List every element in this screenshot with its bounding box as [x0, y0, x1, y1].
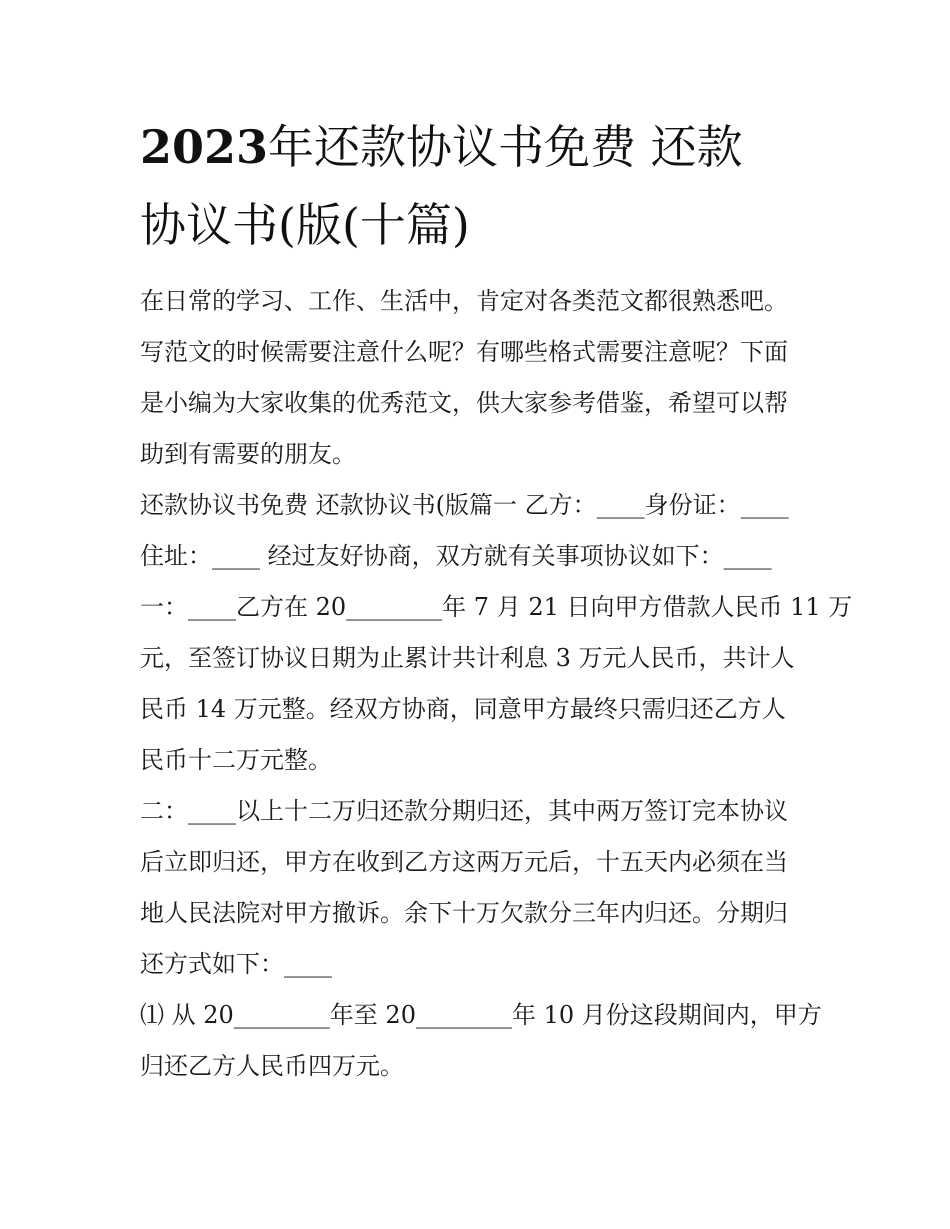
agreement-line: 住址：____ 经过友好协商，双方就有关事项协议如下：____ [140, 542, 772, 570]
title-line-2: 协议书(版(十篇) [140, 198, 470, 252]
clause-two-line: 二：____以上十二万归还款分期归还，其中两万签订完本协议 [140, 797, 788, 825]
document-body [140, 276, 853, 1092]
title-line-1 [140, 108, 820, 186]
installment-line: ⑴ 从 20________年至 20________年 10 月份这段期间内，甲方 [140, 1001, 822, 1029]
clause-one-line: 一：____乙方在 20________年 7 月 21 日向甲方借款人民币 11 万 [140, 593, 853, 621]
intro-line: 是小编为大家收集的优秀范文，供大家参考借鉴，希望可以帮 [140, 389, 788, 417]
clause-one-line: 民币 14 万元整。经双方协商，同意甲方最终只需归还乙方人 [140, 695, 786, 723]
clause-two-line: 还方式如下：____ [140, 950, 332, 978]
clause-two-line: 地人民法院对甲方撤诉。余下十万欠款分三年内归还。分期归 [140, 899, 788, 927]
title-year: 2023 [140, 120, 269, 174]
installment-line: 归还乙方人民币四万元。 [140, 1052, 404, 1080]
intro-line: 写范文的时候需要注意什么呢？有哪些格式需要注意呢？下面 [140, 338, 788, 366]
document-title [140, 108, 820, 264]
intro-line: 助到有需要的朋友。 [140, 440, 356, 468]
agreement-line: 还款协议书免费 还款协议书(版篇一 乙方：____身份证：____ [140, 491, 789, 519]
clause-two-line: 后立即归还，甲方在收到乙方这两万元后，十五天内必须在当 [140, 848, 788, 876]
clause-one-line: 元，至签订协议日期为止累计共计利息 3 万元人民币，共计人 [140, 644, 795, 672]
title-line-1-text: 年还款协议书免费 还款 [268, 120, 743, 174]
intro-line: 在日常的学习、工作、生活中，肯定对各类范文都很熟悉吧。 [140, 287, 788, 315]
clause-one-line: 民币十二万元整。 [140, 746, 332, 774]
